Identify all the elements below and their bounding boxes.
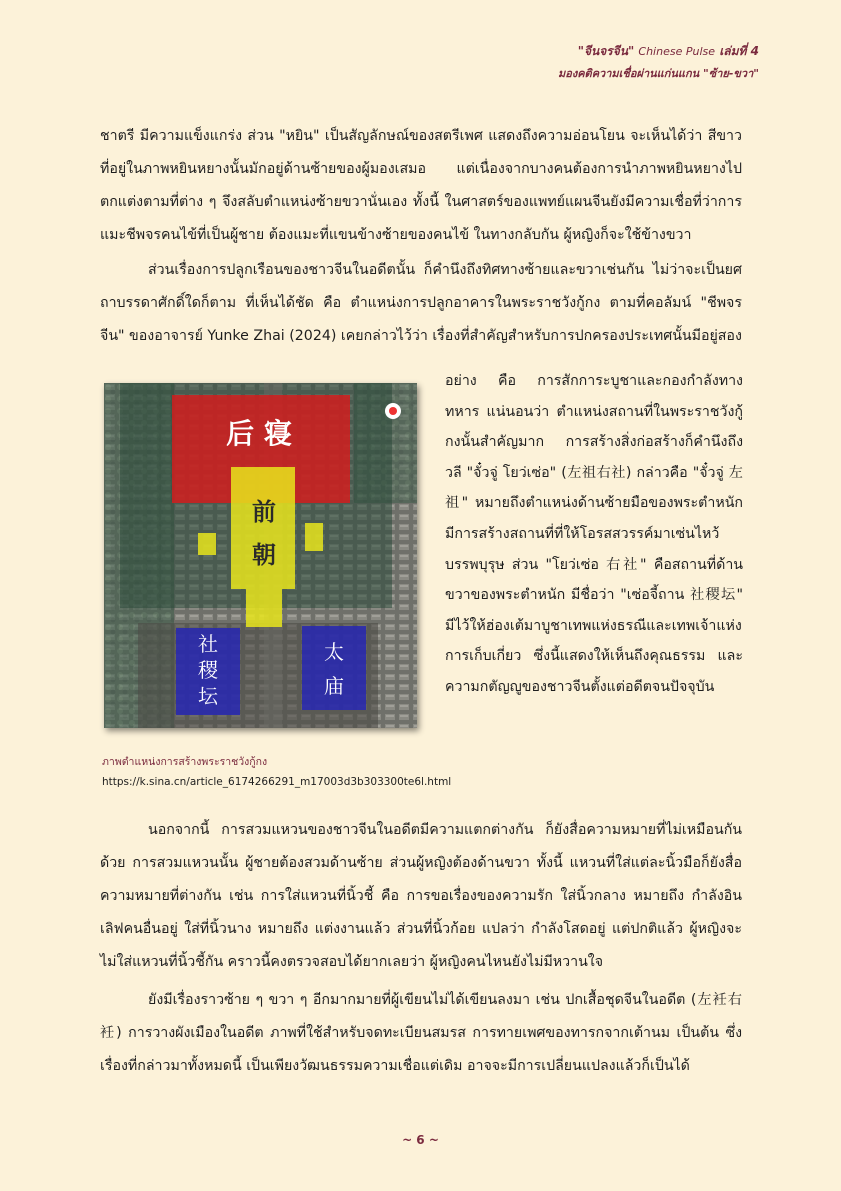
page-number: ~ 6 ~ <box>402 1133 439 1147</box>
figure-caption <box>102 752 451 792</box>
running-header <box>558 42 759 83</box>
forbidden-city-map <box>104 383 417 728</box>
caption-url[interactable]: https://k.sina.cn/article_6174266291_m17003d3b303300te6l.html <box>102 776 452 788</box>
map-label-char: 太 <box>324 640 344 664</box>
front-court-label-1: 前 <box>252 497 276 526</box>
header-subtitle: มองคติความเชื่อผ่านแก่นแกน "ซ้าย-ขวา" <box>557 67 759 80</box>
paragraph-4: ยังมีเรื่องราวซ้าย ๆ ขวา ๆ อีกมากมายที่ผู้เขียนไม่ได้เขียนลงมา เช่น ปกเสื้อชุดจีนในอดีต (左衽右衽) การวางผังเมืองในอดีต ภาพที่ใช้สำหรับจดทะเบียนสมรส การทายเพศของทารกจากเต้านม เป็นต้น ซึ่งเรื่องที่กล่าวมาทั้งหมดนี้ เป็นเพียงวัฒนธรรมความเชื่อแต่เดิม อาจจะมีการเปลี่ยนแปลงแล้วก็เป็นได้ <box>100 992 742 1074</box>
paragraph-1: ชาตรี มีความแข็งแกร่ง ส่วน "หยิน" เป็นสัญลักษณ์ของสตรีเพศ แสดงถึงความอ่อนโยน จะเห็นได้ว่า สีขาวที่อยู่ในภาพหยินหยางนั้นมักอยู่ด้านซ้ายของผู้มองเสมอ แต่เนื่องจากบางคนต้องการนำภาพหยินหยางไปตกแต่งตามที่ต่าง ๆ จึงสลับตำแหน่งซ้ายขวานั่นเอง ทั้งนี้ ในศาสตร์ของแพทย์แผนจีนยังมีความเชื่อที่ว่าการแมะชีพจรคนไข้ที่เป็นผู้ชาย ต้องแมะที่แขนข้างซ้ายของคนไข้ ในทางกลับกัน ผู้หญิงก็จะใช้ข้างขวา <box>100 128 742 243</box>
side-hall-left <box>198 533 216 555</box>
volume-label: เล่มที่ 4 <box>719 44 759 58</box>
front-court-label-2: 朝 <box>252 540 276 569</box>
sheji-altar-label <box>198 632 219 708</box>
map-label-char: 社 <box>198 632 218 656</box>
paragraph-2: ส่วนเรื่องการปลูกเรือนของชาวจีนในอดีตนั้น ก็คำนึงถึงทิศทางซ้ายและขวาเช่นกัน ไม่ว่าจะเป็นยศถาบรรดาศักดิ์ใดก็ตาม ที่เห็นได้ชัด คือ ตำแหน่งการปลูกอาคารในพระราชวังกู้กง ตามที่คอลัมน์ "ชีพจรจีน" ของอาจารย์ Yunke Zhai (2024) เคยกล่าวไว้ว่า เรื่องที่สำคัญสำหรับการปกครองประเทศนั้นมีอยู่สอง <box>100 262 742 344</box>
series-sub: Chinese Pulse <box>638 45 715 58</box>
rear-palace-label: 后 寝 <box>226 417 292 450</box>
caption-title: ภาพตำแหน่งการสร้างพระราชวังกู้กง <box>102 756 268 768</box>
series-title: "จีนจรจีน" <box>577 44 635 58</box>
forbidden-city-figure <box>104 383 417 728</box>
side-paragraph: อย่าง คือ การสักการะบูชาและกองกำลังทางทหาร แน่นอนว่า ตำแหน่งสถานที่ในพระราชวังกู้กงนั้นสำคัญมาก การสร้างสิ่งก่อสร้างก็คำนึงถึง วลี "จั๋วจู่ โยว่เซ่อ" (左祖右社) กล่าวคือ "จั๋วจู่ 左祖" หมายถึงตำแหน่งด้านซ้ายมือของพระตำหนัก มีการสร้างสถานที่ที่ให้โอรสสวรรค์มาเซ่นไหว้บรรพบุรุษ ส่วน "โยว่เซ่อ 右社" คือสถานที่ด้านขวาของพระตำหนัก มีชื่อว่า "เซ่อจี้ถาน 社稷坛" มีไว้ให้ฮ่องเต้มาบูชาเทพแห่งธรณีและเทพเจ้าแห่งการเก็บเกี่ยว ซึ่งนี้แสดงให้เห็นถึงคุณธรรม และความกตัญญูของชาวจีนตั้งแต่อดีตจนปัจจุบัน <box>445 373 743 695</box>
map-label-char: 稷 <box>198 658 218 682</box>
map-label-char: 庙 <box>324 674 344 698</box>
map-label-char: 坛 <box>198 684 218 708</box>
header-series <box>558 42 759 61</box>
paragraph-3: นอกจากนี้ การสวมแหวนของชาวจีนในอดีตมีความแตกต่างกัน ก็ยังสื่อความหมายที่ไม่เหมือนกัน ด้วย การสวมแหวนนั้น ผู้ชายต้องสวมด้านซ้าย ส่วนผู้หญิงต้องด้านขวา ทั้งนี้ แหวนที่ใส่แต่ละนิ้วมือก็ยังสื่อความหมายที่ต่างกัน เช่น การใส่แหวนที่นิ้วชี้ คือ การขอเรื่องของความรัก ใส่นิ้วกลาง หมายถึง กำลังอินเลิฟคนอื่นอยู่ ใส่ที่นิ้วนาง หมายถึง แต่งงานแล้ว ส่วนที่นิ้วก้อย แปลว่า กำลังโสดอยู่ แต่ปกติแล้ว ผู้หญิงจะไม่ใส่แหวนที่นิ้วชี้กัน คราวนี้คงตรวจสอบได้ยากเลยว่า ผู้หญิงคนไหนยังไม่มีหวานใจ <box>100 822 742 970</box>
side-hall-right <box>305 523 323 551</box>
